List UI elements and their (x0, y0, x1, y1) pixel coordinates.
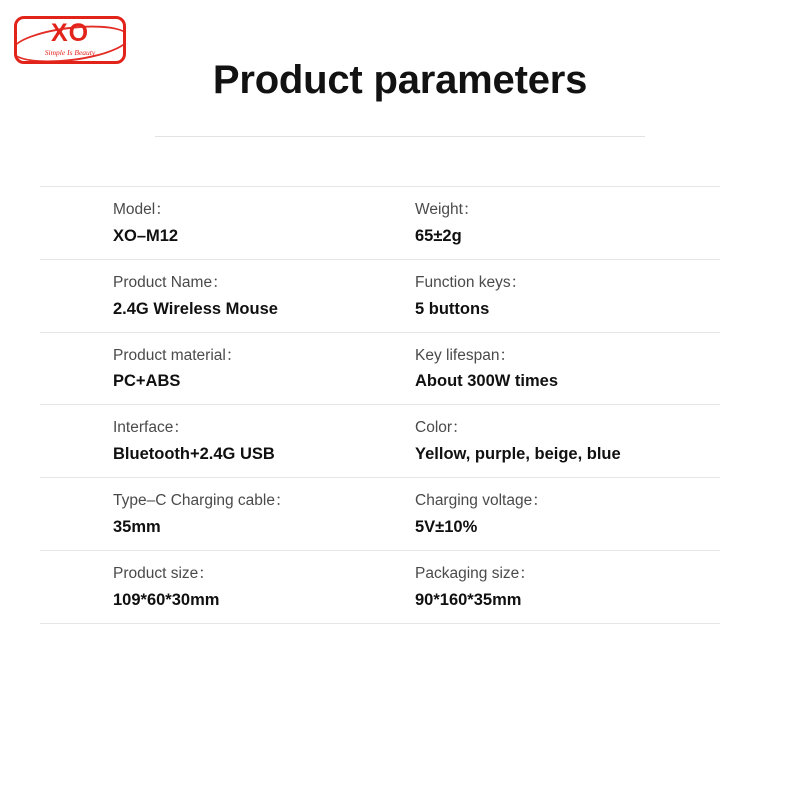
spec-value: XO–M12 (113, 226, 179, 245)
spec-value: 65±2g (415, 226, 462, 245)
spec-value: 2.4G Wireless Mouse (113, 299, 278, 318)
spec-table (40, 186, 720, 624)
spec-value: 35mm (113, 517, 161, 536)
table-row (40, 186, 720, 260)
brand-wordmark: XO (50, 18, 90, 47)
spec-value: About 300W times (415, 372, 559, 391)
spec-label: Packaging size： (415, 564, 535, 582)
spec-label: Color： (415, 419, 468, 437)
spec-label: Product size： (113, 564, 214, 582)
spec-cell (380, 347, 720, 392)
spec-label: Interface： (113, 419, 189, 437)
spec-label: Weight： (415, 201, 479, 218)
spec-label: Product Name： (113, 273, 228, 291)
title-divider (155, 136, 645, 137)
spec-value: 109*60*30mm (113, 590, 220, 609)
spec-label: Type–C Charging cable： (113, 492, 291, 510)
brand-logo (14, 16, 126, 64)
spec-cell (380, 565, 720, 610)
spec-label: Product material： (113, 346, 242, 364)
spec-label: Model： (113, 201, 171, 218)
spec-value: Yellow, purple, beige, blue (415, 445, 621, 464)
spec-cell (40, 201, 380, 246)
page-title: Product parameters (212, 58, 588, 102)
table-row (40, 551, 720, 624)
spec-value: Bluetooth+2.4G USB (113, 445, 275, 464)
brand-tagline: Simple Is Beauty (44, 47, 96, 57)
table-row (40, 260, 720, 333)
spec-label: Charging voltage： (415, 492, 548, 510)
table-row (40, 405, 720, 478)
spec-value: 90*160*35mm (415, 590, 522, 609)
spec-label: Function keys： (415, 273, 527, 291)
spec-cell (380, 201, 720, 246)
spec-value: 5 buttons (415, 299, 490, 318)
table-row (40, 478, 720, 551)
spec-value: PC+ABS (113, 372, 181, 391)
spec-cell (380, 274, 720, 319)
spec-label: Key lifespan： (415, 346, 515, 364)
spec-cell (40, 419, 380, 464)
xo-logo-icon (17, 19, 123, 61)
spec-cell (380, 492, 720, 537)
spec-cell (380, 419, 720, 464)
table-row (40, 333, 720, 406)
spec-cell (40, 274, 380, 319)
page-title-container (0, 58, 800, 103)
spec-value: 5V±10% (415, 517, 478, 536)
spec-cell (40, 565, 380, 610)
spec-cell (40, 347, 380, 392)
spec-cell (40, 492, 380, 537)
